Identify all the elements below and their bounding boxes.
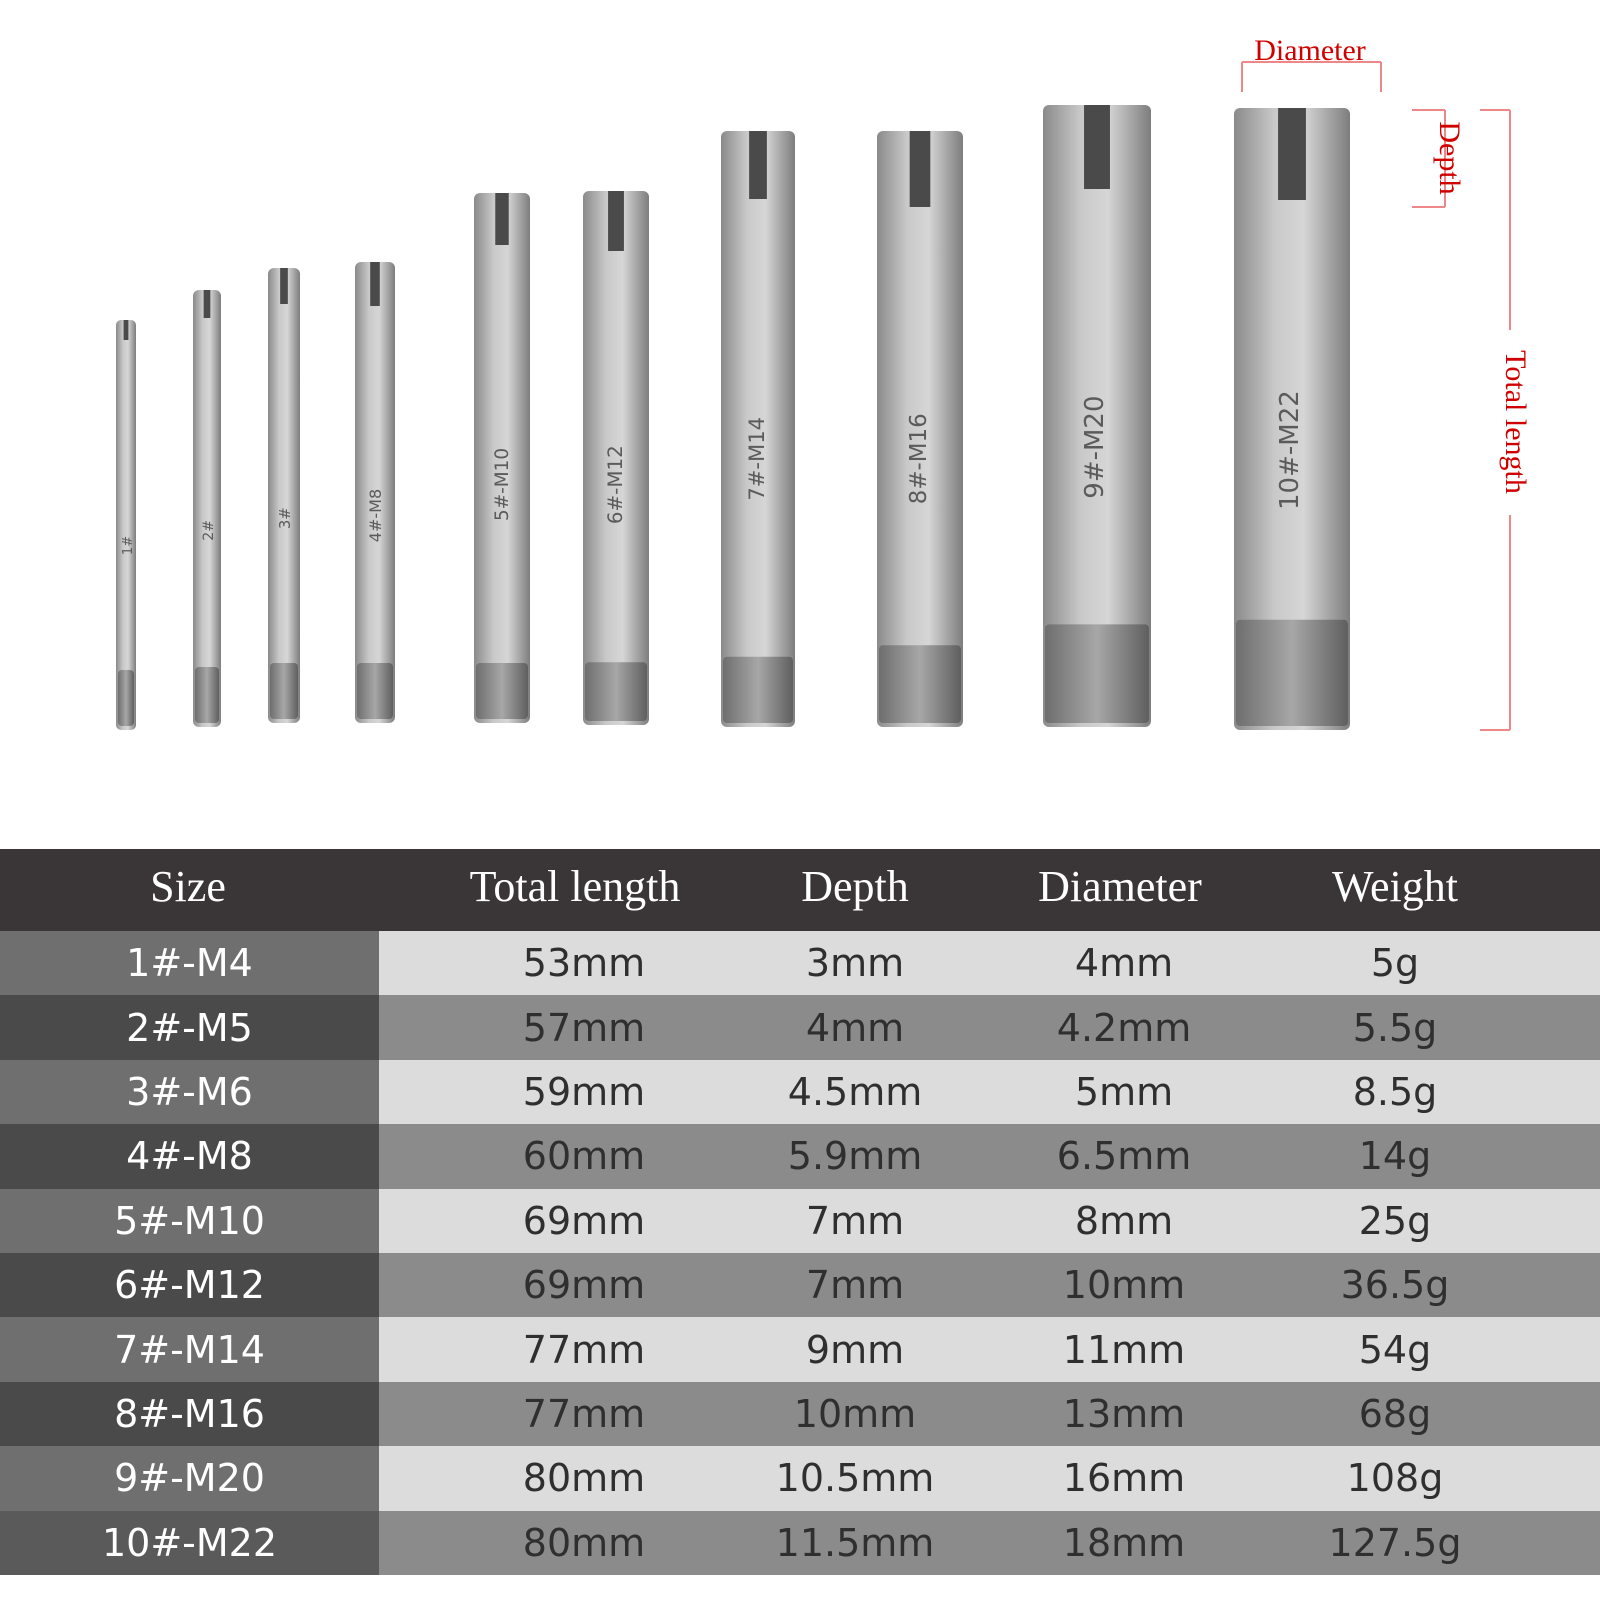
tap-extractor [474,193,530,723]
tap-slot [280,268,288,304]
values-cell-group [379,1317,1600,1381]
tap-body [116,320,136,730]
depth-cell: 7mm [805,1198,905,1243]
tap-marking: 4#-M8 [366,488,385,543]
table-row [0,1317,1600,1381]
tap-marking: 8#-M16 [906,413,932,505]
tap-body [268,268,300,723]
total-length-cell: 80mm [522,1456,646,1501]
table-row [0,1446,1600,1510]
tap-extractor [583,191,649,725]
square-drive [723,657,793,723]
square-drive [1236,620,1348,726]
depth-label: Depth [1433,121,1466,195]
depth-cell: 9mm [805,1327,905,1372]
tap-marking: 6#-M12 [604,445,627,525]
values-cell-group [379,1446,1600,1510]
weight-cell: 25g [1358,1198,1432,1243]
square-drive [270,663,298,719]
tap-marking: 7#-M14 [744,416,769,501]
square-drive [879,645,961,723]
tap-extractor [193,290,221,727]
values-cell-group [379,1253,1600,1317]
weight-cell: 5g [1370,941,1420,986]
size-cell: 7#-M14 [0,1317,379,1381]
tap-marking: 1# [121,535,136,556]
diameter-cell: 10mm [1062,1263,1186,1308]
total-length-cell: 69mm [522,1263,646,1308]
size-cell: 9#-M20 [0,1446,379,1510]
square-drive [118,670,134,726]
tap-slot [204,290,211,318]
total-length-cell: 59mm [522,1069,646,1114]
size-cell: 10#-M22 [0,1511,379,1575]
depth-cell: 4.5mm [787,1069,923,1114]
square-drive [1045,624,1149,723]
header-size: Size [150,862,226,911]
tap-marking: 10#-M22 [1275,390,1305,510]
depth-dimension [1412,110,1466,207]
total-length-label: Total length [1499,350,1532,494]
tap-slot [1278,108,1306,200]
header-depth: Depth [801,862,909,911]
tap-extractor [116,320,136,730]
depth-cell: 4mm [805,1005,905,1050]
tap-extractors [116,105,1350,730]
table-header [0,849,1600,931]
table-row [0,1124,1600,1188]
values-cell-group [379,931,1600,995]
depth-cell: 5.9mm [787,1134,923,1179]
tap-slot [910,131,931,207]
square-drive [585,662,647,721]
tap-body [193,290,221,727]
tap-slot [1084,105,1110,189]
weight-cell: 68g [1358,1391,1432,1436]
tap-extractor [268,268,300,723]
weight-cell: 8.5g [1352,1069,1438,1114]
weight-cell: 108g [1346,1456,1444,1501]
weight-cell: 14g [1358,1134,1432,1179]
diameter-dimension [1242,34,1381,92]
diameter-cell: 11mm [1062,1327,1186,1372]
tap-extractor [1234,108,1350,730]
size-cell: 2#-M5 [0,995,379,1059]
square-drive [476,663,528,719]
spec-table [0,849,1600,1575]
total-length-cell: 77mm [522,1391,646,1436]
weight-cell: 36.5g [1340,1263,1450,1308]
depth-cell: 10.5mm [775,1456,935,1501]
tap-slot [608,191,624,251]
total-length-cell: 57mm [522,1005,646,1050]
depth-cell: 7mm [805,1263,905,1308]
size-cell: 5#-M10 [0,1189,379,1253]
tap-marking: 3# [277,507,294,530]
diameter-cell: 8mm [1074,1198,1174,1243]
total-length-cell: 53mm [522,941,646,986]
tap-slot [495,193,508,245]
diameter-cell: 13mm [1062,1391,1186,1436]
table-row [0,995,1600,1059]
tap-slot [370,262,380,306]
total-length-cell: 60mm [522,1134,646,1179]
header-total-length: Total length [469,862,681,911]
depth-cell: 10mm [793,1391,917,1436]
values-cell-group [379,1189,1600,1253]
depth-cell: 11.5mm [775,1520,935,1565]
square-drive [357,663,393,719]
tap-extractor [721,131,795,727]
header-diameter: Diameter [1038,862,1202,911]
tap-extractor [877,131,963,727]
values-cell-group [379,1511,1600,1575]
total-length-cell: 80mm [522,1520,646,1565]
size-cell: 3#-M6 [0,1060,379,1124]
diameter-cell: 5mm [1074,1069,1174,1114]
diameter-cell: 16mm [1062,1456,1186,1501]
diameter-cell: 4mm [1074,941,1174,986]
diameter-cell: 18mm [1062,1520,1186,1565]
table-row [0,1253,1600,1317]
size-cell: 8#-M16 [0,1382,379,1446]
tap-extractor [1043,105,1151,727]
values-cell-group [379,1382,1600,1446]
weight-cell: 127.5g [1328,1520,1462,1565]
table-row [0,1382,1600,1446]
header-weight: Weight [1332,862,1458,911]
table-row [0,1189,1600,1253]
tap-slot [124,320,129,340]
tap-marking: 9#-M20 [1080,395,1110,499]
diameter-cell: 4.2mm [1056,1005,1192,1050]
table-row [0,1060,1600,1124]
size-cell: 4#-M8 [0,1124,379,1188]
square-drive [195,667,219,723]
values-cell-group [379,1124,1600,1188]
weight-cell: 54g [1358,1327,1432,1372]
values-cell-group [379,995,1600,1059]
tap-slot [749,131,767,199]
size-cell: 6#-M12 [0,1253,379,1317]
weight-cell: 5.5g [1352,1005,1438,1050]
tap-marking: 5#-M10 [492,447,513,522]
total-length-dimension [1480,110,1532,730]
total-length-cell: 69mm [522,1198,646,1243]
tap-extractor [355,262,395,723]
values-cell-group [379,1060,1600,1124]
table-row [0,1511,1600,1575]
diameter-cell: 6.5mm [1056,1134,1192,1179]
size-cell: 1#-M4 [0,931,379,995]
diameter-label: Diameter [1254,34,1366,67]
depth-cell: 3mm [805,941,905,986]
tap-marking: 2# [201,519,217,541]
total-length-cell: 77mm [522,1327,646,1372]
table-row [0,931,1600,995]
table-body [0,931,1600,1575]
